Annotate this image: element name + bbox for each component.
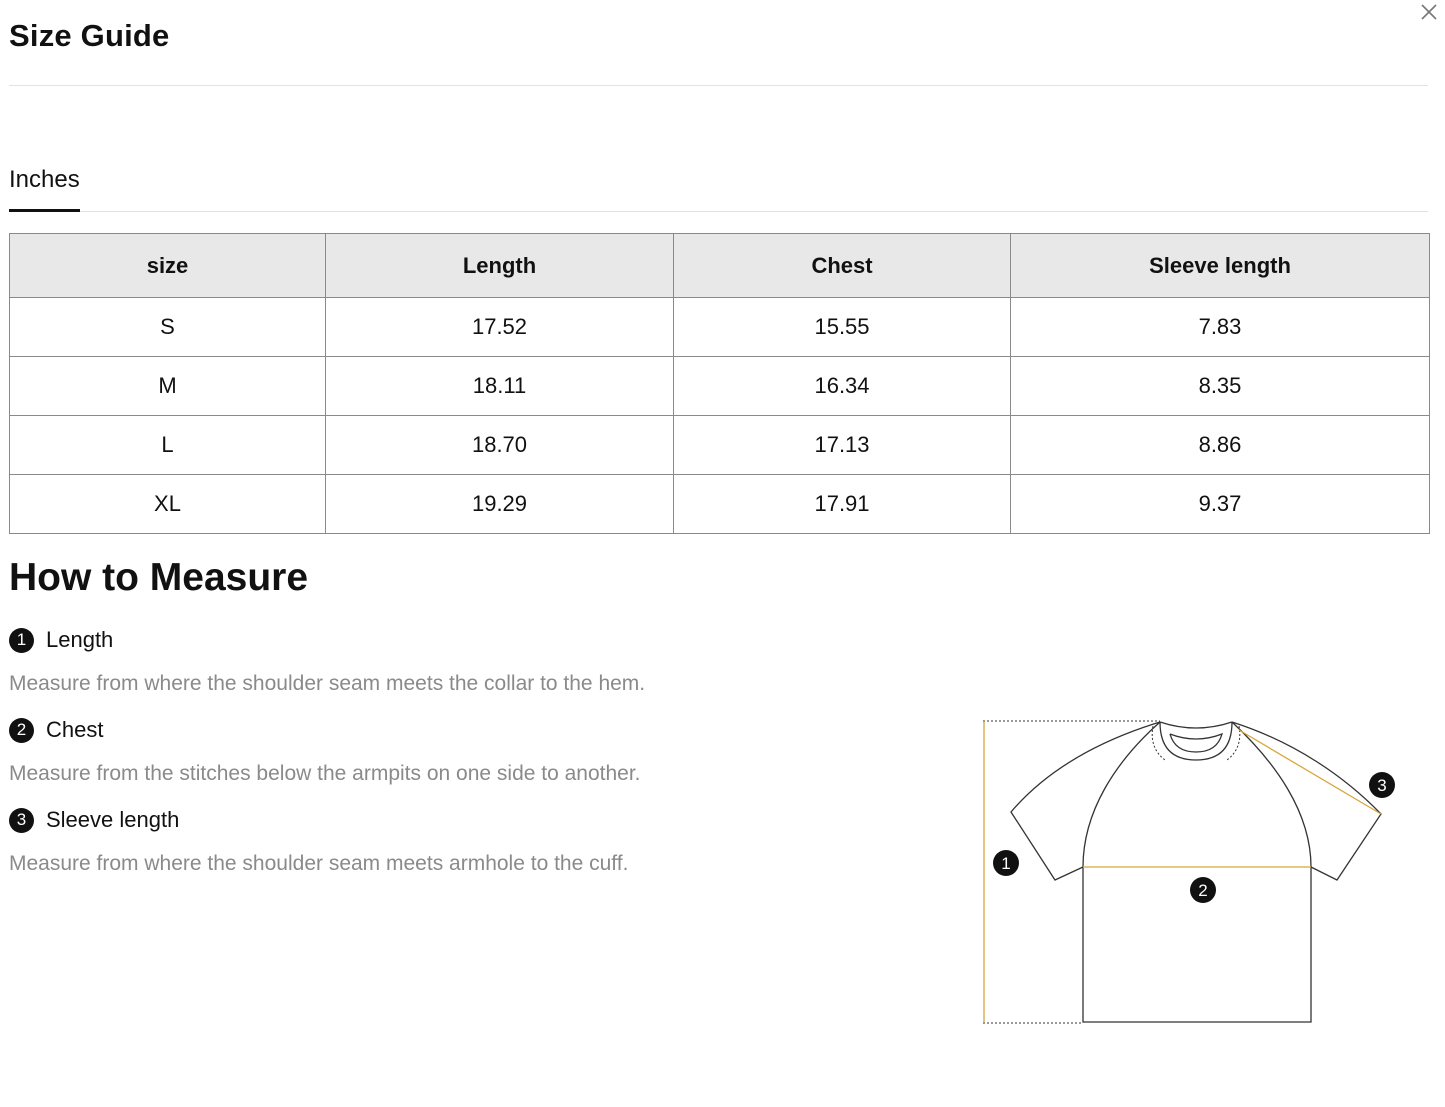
marker-3-icon — [1369, 772, 1395, 798]
step-label: Sleeve length — [46, 807, 180, 832]
table-cell: 19.29 — [326, 475, 674, 534]
step-label: Chest — [46, 717, 104, 742]
table-cell: 8.86 — [1011, 416, 1430, 475]
table-row — [10, 416, 1430, 475]
close-icon[interactable] — [1417, 0, 1441, 24]
step-number-badge: 1 — [9, 628, 34, 653]
svg-text:3: 3 — [1377, 776, 1387, 795]
step-length — [9, 627, 113, 653]
table-cell: 17.52 — [326, 298, 674, 357]
table-cell: S — [10, 298, 326, 357]
column-header: Sleeve length — [1011, 234, 1430, 298]
how-to-measure-title: How to Measure — [9, 556, 309, 599]
table-cell: 7.83 — [1011, 298, 1430, 357]
table-row — [10, 357, 1430, 416]
sleeve-measure-line — [1239, 730, 1381, 814]
table-cell: 15.55 — [674, 298, 1011, 357]
step-number-badge: 2 — [9, 718, 34, 743]
tshirt-outline — [1011, 722, 1381, 1022]
step-number-badge: 3 — [9, 808, 34, 833]
step-sleeve-length — [9, 807, 179, 833]
svg-text:2: 2 — [1198, 881, 1208, 900]
step-chest — [9, 717, 103, 743]
marker-2-icon — [1190, 877, 1216, 903]
table-cell: 18.70 — [326, 416, 674, 475]
table-row — [10, 298, 1430, 357]
table-row — [10, 475, 1430, 534]
step-description: Measure from the stitches below the armpits on one side to another. — [9, 762, 641, 785]
step-description: Measure from where the shoulder seam meets armhole to the cuff. — [9, 852, 629, 875]
table-cell: 16.34 — [674, 357, 1011, 416]
table-cell: 18.11 — [326, 357, 674, 416]
svg-text:1: 1 — [1001, 854, 1011, 873]
size-table — [9, 233, 1430, 534]
table-cell: XL — [10, 475, 326, 534]
column-header: Length — [326, 234, 674, 298]
tab-inches[interactable]: Inches — [9, 165, 80, 212]
tshirt-measurement-diagram — [975, 712, 1405, 1032]
marker-1-icon — [993, 850, 1019, 876]
header-divider — [9, 85, 1428, 86]
page-title: Size Guide — [9, 18, 170, 53]
table-cell: 17.13 — [674, 416, 1011, 475]
table-cell: 9.37 — [1011, 475, 1430, 534]
step-description: Measure from where the shoulder seam meets the collar to the hem. — [9, 672, 646, 695]
step-label: Length — [46, 627, 114, 652]
column-header: size — [10, 234, 326, 298]
table-cell: 17.91 — [674, 475, 1011, 534]
table-cell: L — [10, 416, 326, 475]
table-header-row — [10, 234, 1430, 298]
column-header: Chest — [674, 234, 1011, 298]
table-cell: 8.35 — [1011, 357, 1430, 416]
unit-tab-bar — [9, 160, 1428, 212]
table-cell: M — [10, 357, 326, 416]
